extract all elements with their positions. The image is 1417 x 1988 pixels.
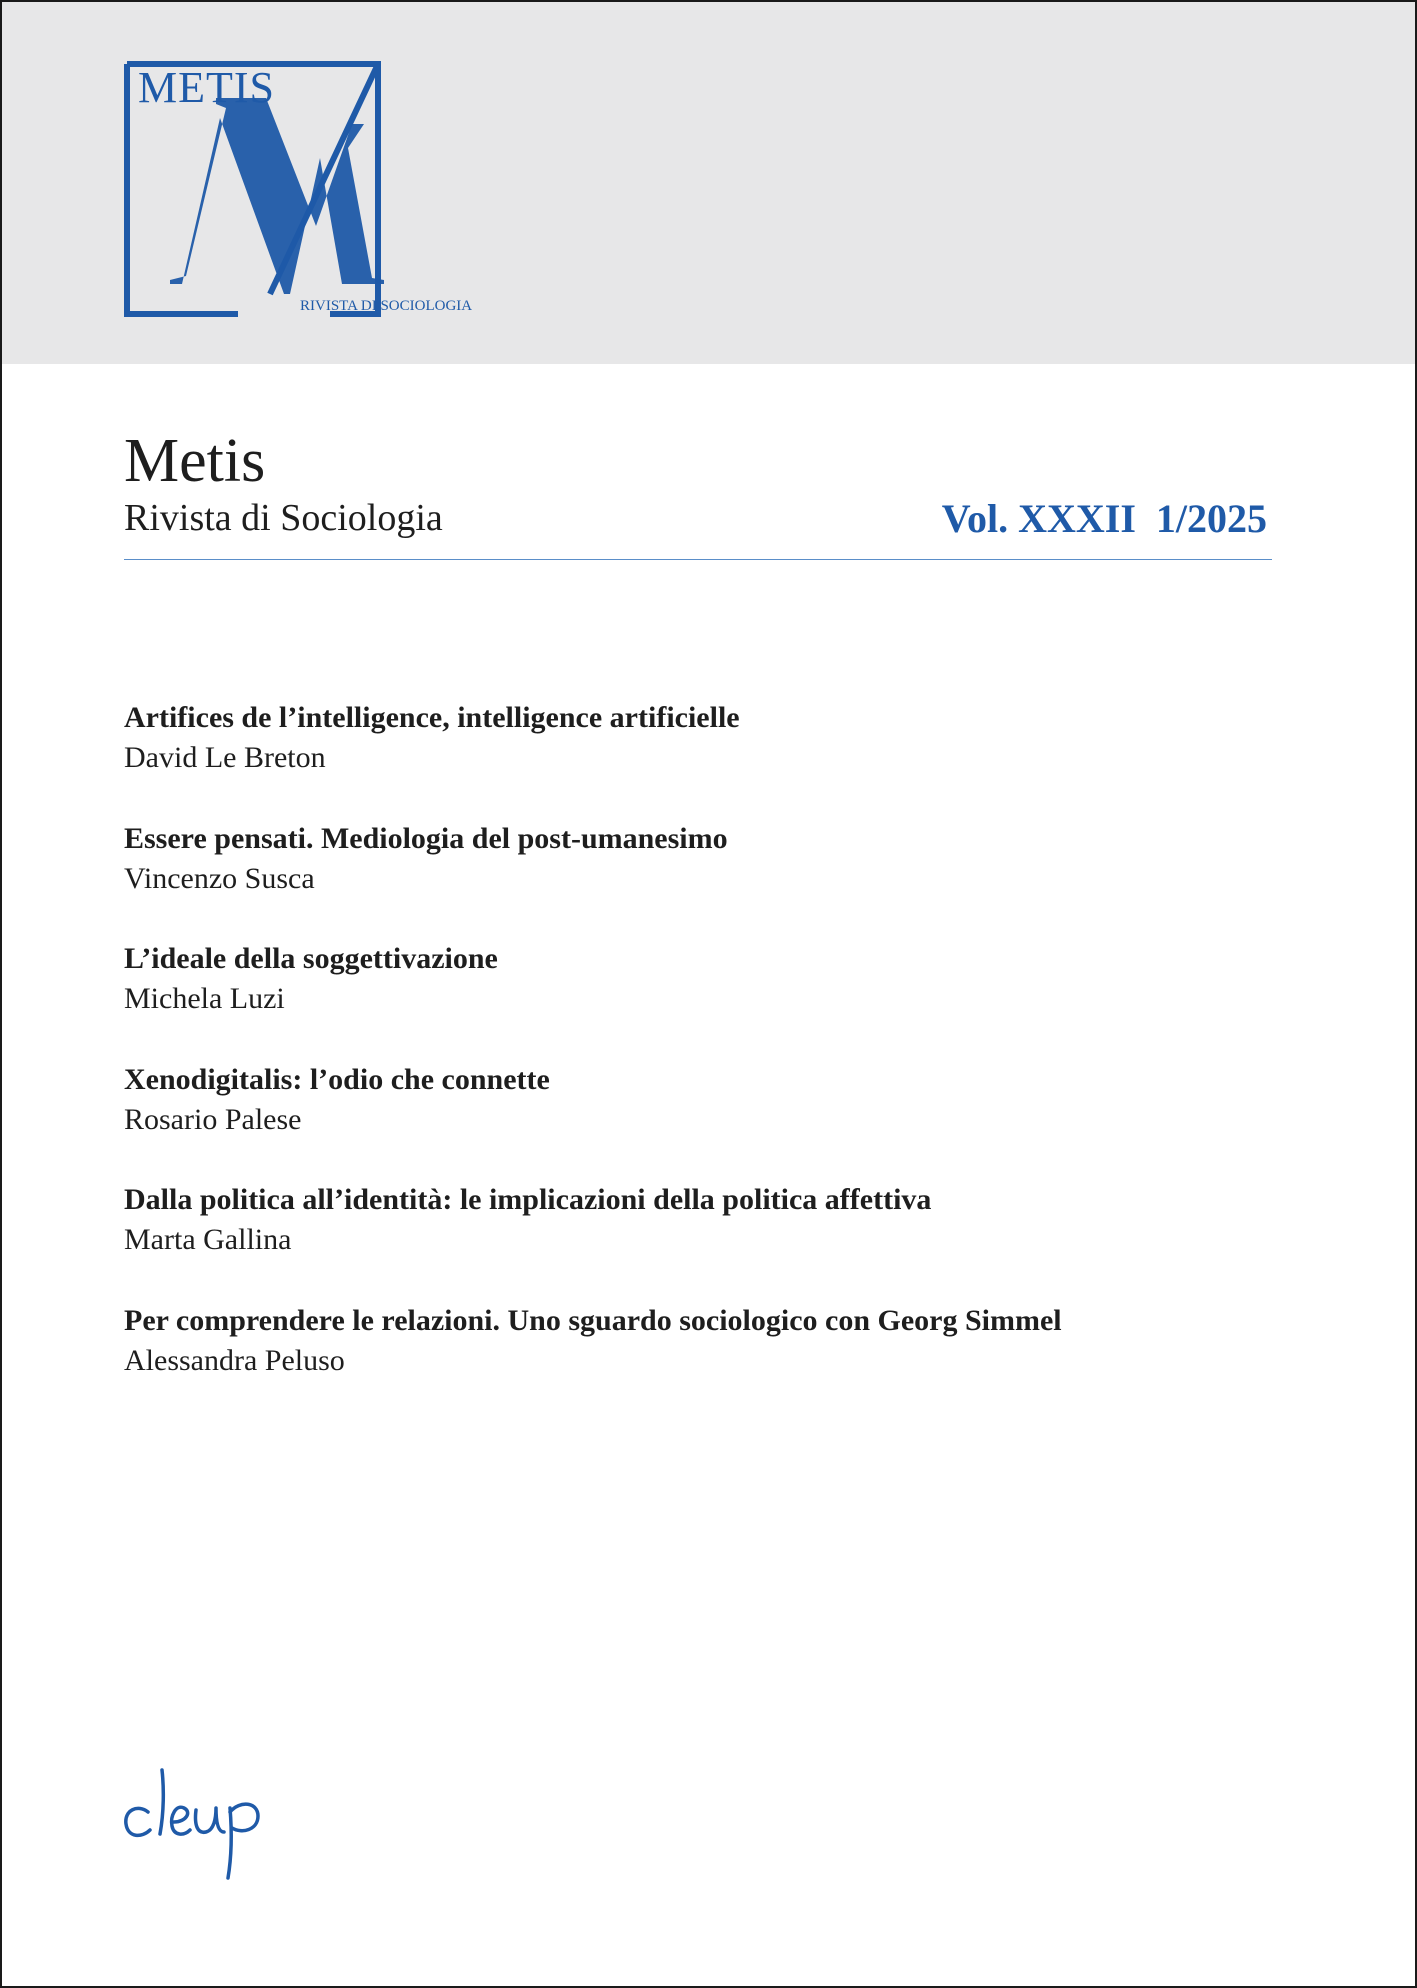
article-author: Vincenzo Susca [124,861,315,895]
article-title: Dalla politica all’identità: le implicazioni della politica affettiva [124,1183,932,1216]
header-divider [124,559,1272,560]
article-author: Alessandra Peluso [124,1343,345,1377]
toc-entry [124,819,1284,940]
article-title: Per comprendere le relazioni. Uno sguardo sociologico con Georg Simmel [124,1303,1062,1337]
table-of-contents [124,698,1284,1421]
cleup-logo-mark [120,1742,300,1882]
article-title: Essere pensati. Mediologia del post-umanesimo [124,821,728,855]
toc-entry [124,698,1284,819]
article-author: Rosario Palese [124,1102,302,1136]
article-title: Artifices de l’intelligence, intelligence artificielle [124,701,740,734]
metis-logo [120,58,520,324]
article-author: Marta Gallina [124,1223,292,1256]
journal-subtitle: Rivista di Sociologia [124,497,443,539]
article-author: Michela Luzi [124,982,285,1015]
article-title: L’ideale della soggettivazione [124,942,498,975]
logo-tagline: RIVISTA DI SOCIOLOGIA [300,298,473,314]
toc-entry [124,1060,1284,1181]
volume-issue: Vol. XXXII 1/2025 [941,496,1267,541]
header-band [2,2,1415,364]
cleup-publisher-logo [120,1742,300,1882]
logo-wordmark: METIS [138,63,275,112]
article-author: David Le Breton [124,741,326,774]
article-title: Xenodigitalis: l’odio che connette [124,1062,550,1096]
toc-entry [124,939,1284,1060]
toc-entry [124,1301,1284,1422]
toc-entry [124,1180,1284,1301]
journal-title: Metis [124,427,266,495]
